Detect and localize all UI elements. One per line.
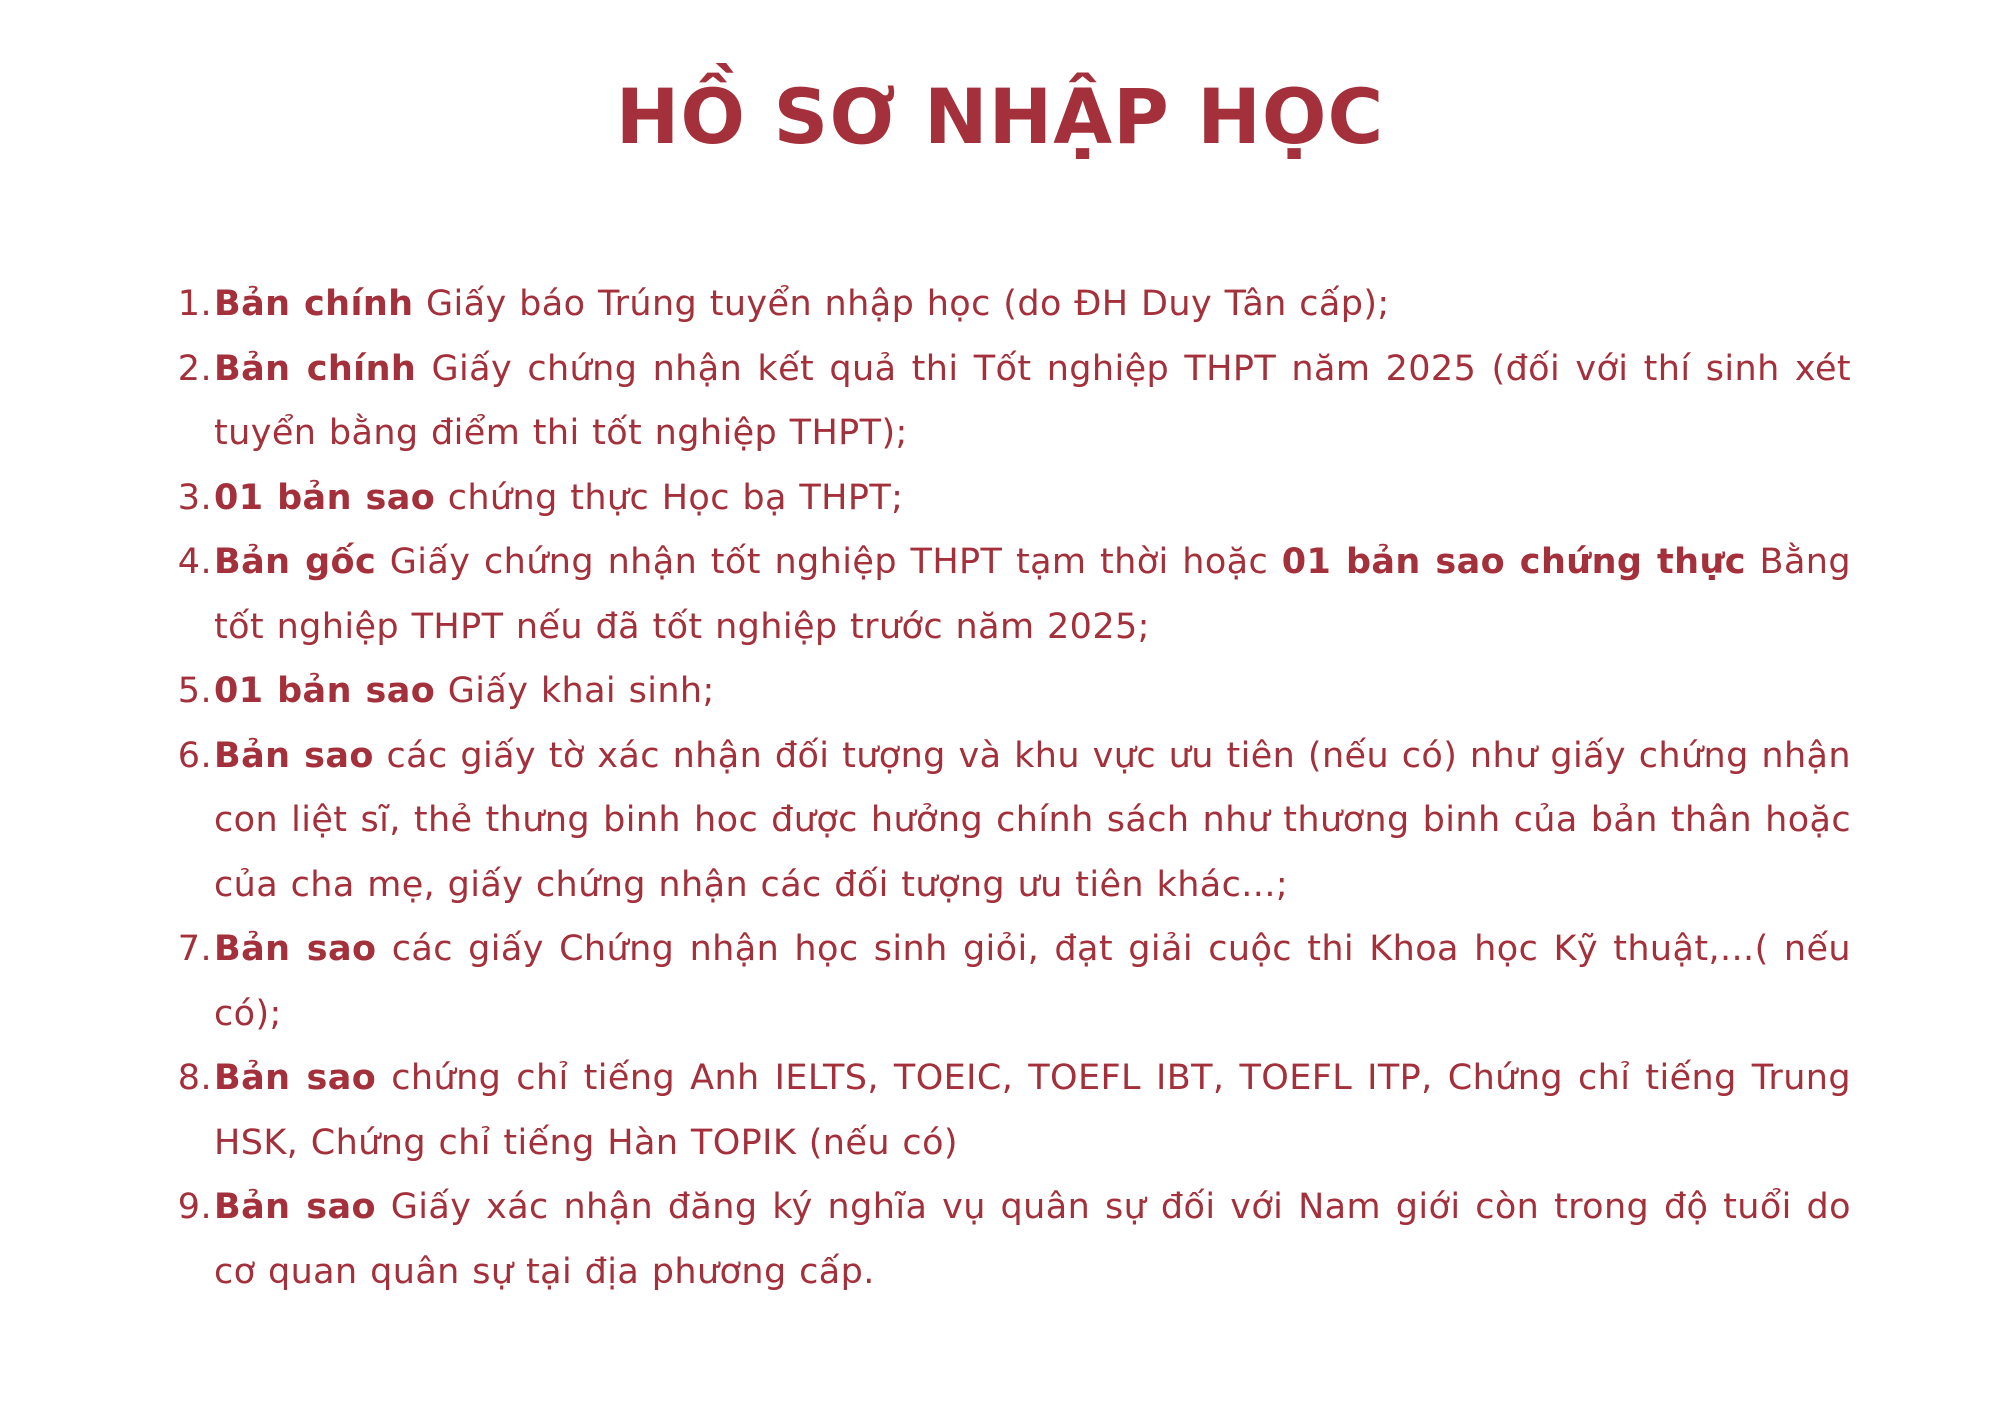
item-text: Giấy báo Trúng tuyển nhập học (do ĐH Duy Tân cấp); bbox=[413, 284, 1390, 324]
item-text: Giấy chứng nhận kết quả thi Tốt nghiệp THPT năm 2025 (đối với thí sinh xét tuyển bằng điểm thi tốt nghiệp THPT); bbox=[214, 348, 1851, 453]
item-number: 2. bbox=[177, 348, 212, 389]
item-bold-text: Bản sao bbox=[214, 735, 374, 776]
item-bold-text: Bản sao bbox=[214, 1058, 377, 1098]
list-item bbox=[177, 1175, 1851, 1304]
item-text: chứng chỉ tiếng Anh IELTS, TOEIC, TOEFL IBT, TOEFL ITP, Chứng chỉ tiếng Trung HSK, Chứng chỉ tiếng Hàn TOPIK (nếu có) bbox=[214, 1058, 1851, 1163]
item-text: Giấy khai sinh; bbox=[435, 671, 715, 711]
list-item bbox=[177, 337, 1851, 466]
list-item bbox=[177, 272, 1851, 337]
item-bold-text: Bản chính bbox=[214, 284, 414, 324]
item-number: 7. bbox=[177, 929, 212, 969]
list-item bbox=[177, 659, 1851, 724]
item-text: Giấy chứng nhận tốt nghiệp THPT tạm thời hoặc bbox=[376, 542, 1282, 582]
item-number: 6. bbox=[177, 735, 212, 776]
item-bold-text: Bản gốc bbox=[214, 542, 377, 582]
item-bold-text: 01 bản sao bbox=[214, 671, 436, 711]
item-text: các giấy tờ xác nhận đối tượng và khu vực ưu tiên (nếu có) như giấy chứng nhận con liệt sĩ, thẻ thưng binh hoc được hưởng chính sách như thương binh của bản thân hoặc của cha mẹ, giấy chứng nhận các đối tượng ưu tiên khác...; bbox=[214, 735, 1851, 905]
item-bold-text: Bản chính bbox=[214, 348, 417, 389]
item-text: chứng thực Học bạ THPT; bbox=[435, 477, 904, 518]
item-text: Giấy xác nhận đăng ký nghĩa vụ quân sự đối với Nam giới còn trong độ tuổi do cơ quan quân sự tại địa phương cấp. bbox=[214, 1187, 1851, 1292]
item-text: các giấy Chứng nhận học sinh giỏi, đạt giải cuộc thi Khoa học Kỹ thuật,...( nếu có); bbox=[214, 929, 1852, 1034]
item-number: 9. bbox=[177, 1187, 212, 1227]
item-bold-text: Bản sao bbox=[214, 1187, 376, 1227]
page-title: HỒ SƠ NHẬP HỌC bbox=[615, 72, 1385, 161]
list-item bbox=[177, 724, 1851, 918]
item-text: Bằng tốt nghiệp THPT nếu đã tốt nghiệp trước năm 2025; bbox=[214, 542, 1852, 647]
list-item bbox=[177, 466, 1851, 531]
list-item bbox=[177, 1046, 1851, 1175]
item-number: 5. bbox=[177, 671, 212, 711]
item-bold-text: 01 bản sao chứng thực bbox=[1281, 542, 1746, 582]
item-bold-text: Bản sao bbox=[214, 929, 377, 969]
item-bold-text: 01 bản sao bbox=[214, 477, 436, 518]
list-item bbox=[177, 530, 1852, 659]
item-number: 1. bbox=[177, 284, 212, 324]
list-item bbox=[177, 917, 1852, 1046]
item-number: 4. bbox=[177, 542, 212, 582]
item-number: 3. bbox=[177, 477, 212, 518]
item-number: 8. bbox=[177, 1058, 212, 1098]
requirements-list bbox=[177, 272, 1852, 1304]
